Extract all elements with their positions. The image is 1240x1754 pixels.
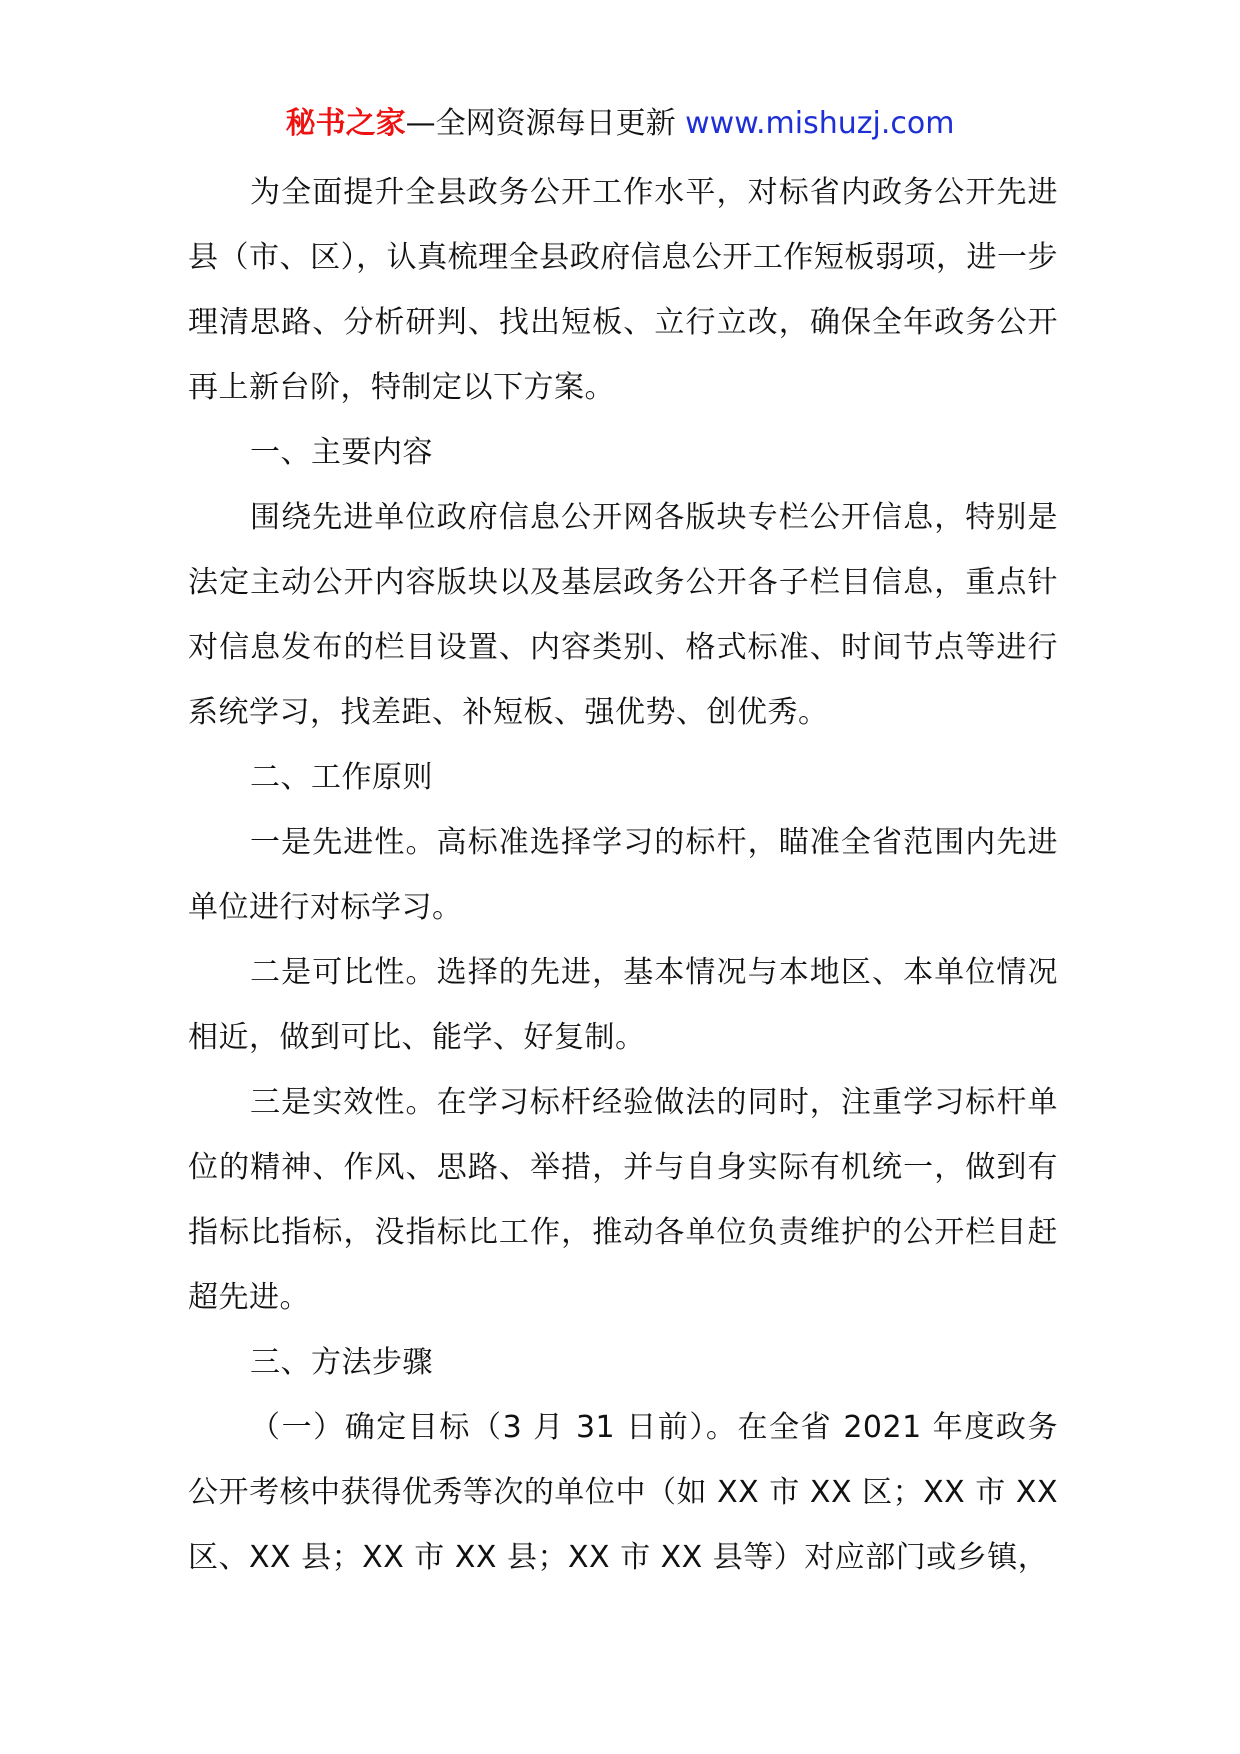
brand-slogan: —全网资源每日更新 xyxy=(405,106,676,141)
principle-effective-paragraph: 三是实效性。在学习标杆经验做法的同时，注重学习标杆单位的精神、作风、思路、举措，并与自身实际有机统一，做到有指标比指标，没指标比工作，推动各单位负责维护的公开栏目赶超先进。 xyxy=(188,1085,1058,1315)
section-heading-main-content: 一、主要内容 xyxy=(250,435,433,470)
watermark-header xyxy=(0,100,1240,148)
website-link[interactable]: www.mishuzj.com xyxy=(685,106,955,141)
step-one-paragraph: （一）确定目标（3 月 31 日前）。在全省 2021 年度政务公开考核中获得优秀等次的单位中（如 XX 市 XX 区；XX 市 XX 区、XX 县；XX 市 XX 县；XX 市 XX 县等）对应部门或乡镇， xyxy=(188,1410,1058,1575)
principle-advanced-paragraph: 一是先进性。高标准选择学习的标杆，瞄准全省范围内先进单位进行对标学习。 xyxy=(188,825,1058,925)
intro-paragraph: 为全面提升全县政务公开工作水平，对标省内政务公开先进县（市、区），认真梳理全县政府信息公开工作短板弱项，进一步理清思路、分析研判、找出短板、立行立改，确保全年政务公开再上新台阶，特制定以下方案。 xyxy=(188,175,1058,405)
document-body xyxy=(188,160,1058,1590)
section-heading-method-steps: 三、方法步骤 xyxy=(250,1345,433,1380)
brand-name: 秘书之家 xyxy=(285,106,406,141)
section-heading-work-principles: 二、工作原则 xyxy=(250,760,433,795)
main-content-paragraph: 围绕先进单位政府信息公开网各版块专栏公开信息，特别是法定主动公开内容版块以及基层政务公开各子栏目信息，重点针对信息发布的栏目设置、内容类别、格式标准、时间节点等进行系统学习，找差距、补短板、强优势、创优秀。 xyxy=(188,500,1058,730)
principle-comparable-paragraph: 二是可比性。选择的先进，基本情况与本地区、本单位情况相近，做到可比、能学、好复制。 xyxy=(188,955,1058,1055)
